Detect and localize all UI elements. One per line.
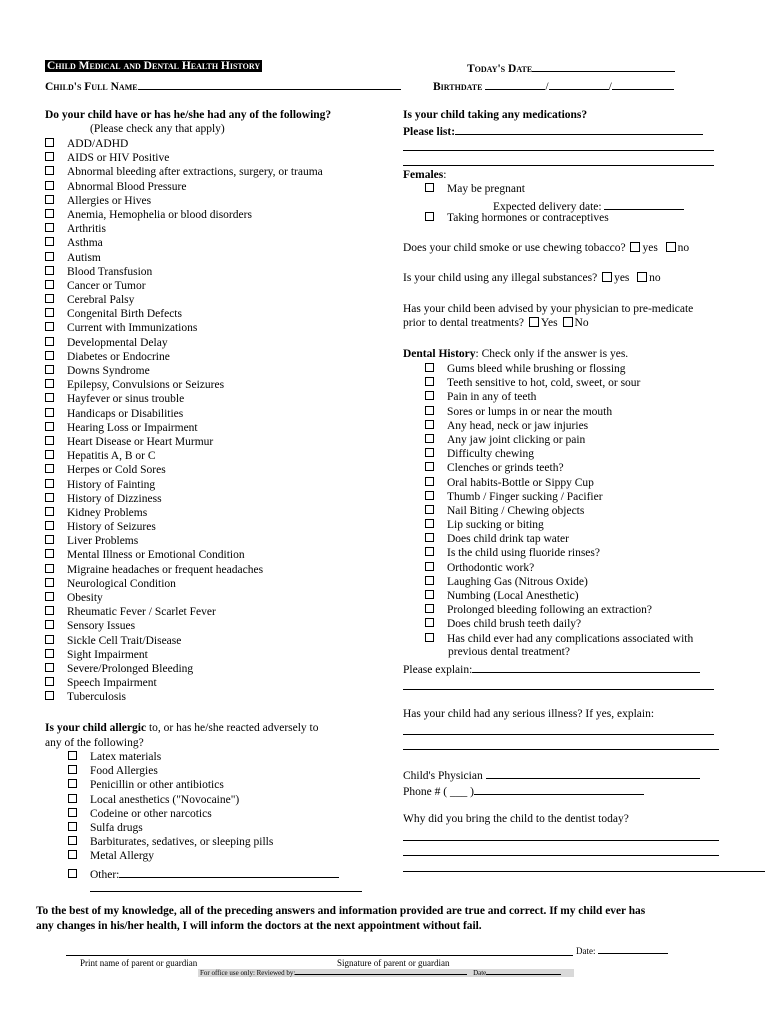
checkbox[interactable] [425, 477, 434, 486]
checklist-item-label: Sores or lumps in or near the mouth [447, 405, 613, 418]
checklist-item-label: Hearing Loss or Impairment [67, 421, 198, 434]
checklist-item [45, 648, 323, 662]
checkbox[interactable] [45, 422, 54, 431]
attestation-line2: any changes in his/her health, I will inform the doctors at the next appointment without fail. [36, 920, 482, 932]
checklist-item [45, 321, 323, 335]
checklist-item [45, 548, 323, 562]
checklist-item-label: Allergies or Hives [67, 194, 152, 207]
checklist-item [68, 750, 273, 764]
checklist-item-label: Liver Problems [67, 535, 139, 548]
checkbox[interactable] [45, 535, 54, 544]
dental-explain-line2[interactable] [403, 689, 714, 690]
checkbox[interactable] [45, 393, 54, 402]
birthdate-month-input[interactable] [485, 78, 545, 90]
checklist-item-label: Anemia, Hemophelia or blood disorders [67, 208, 252, 221]
checklist-item [45, 478, 323, 492]
checklist-item-label: Codeine or other narcotics [90, 807, 212, 820]
illness-line-1[interactable] [403, 734, 714, 735]
checklist-item [45, 208, 323, 222]
checkbox[interactable] [45, 521, 54, 530]
conditions-question: Do your child have or has he/she had any of the following? [45, 109, 332, 121]
checklist-item-label: Gums bleed while brushing or flossing [447, 363, 626, 375]
checkbox[interactable] [425, 420, 434, 429]
checkbox[interactable] [45, 138, 54, 147]
medications-line-3[interactable] [403, 165, 714, 166]
checkbox[interactable] [425, 434, 434, 443]
checklist-item-label: ADD/ADHD [67, 138, 129, 150]
dental-last-item-line2: previous dental treatment? [448, 646, 570, 658]
checklist-item [425, 532, 693, 546]
checklist-item-label: Neurological Condition [67, 577, 176, 590]
checklist-item-label: Sickle Cell Trait/Disease [67, 634, 182, 647]
checklist-item [45, 137, 323, 151]
checklist-item [68, 793, 273, 807]
checklist-item [68, 849, 273, 863]
checkbox[interactable] [45, 280, 54, 289]
checklist-item [425, 461, 693, 475]
checkbox[interactable] [425, 212, 434, 221]
checklist-item-label: Latex materials [90, 751, 162, 763]
checklist-item [45, 676, 323, 690]
checkbox[interactable] [45, 578, 54, 587]
checkbox[interactable] [45, 379, 54, 388]
checkbox[interactable] [45, 322, 54, 331]
signature-date-input[interactable] [598, 945, 668, 954]
checklist-item-label: Sensory Issues [67, 620, 136, 633]
illness-line-2[interactable] [403, 749, 719, 750]
checklist-item [425, 490, 693, 504]
checklist-item-label: Has child ever had any complications associated with [447, 632, 694, 645]
hormones-row: Taking hormones or contraceptives [425, 212, 609, 224]
checkbox[interactable] [68, 765, 77, 774]
checklist-item-label: Barbiturates, sedatives, or sleeping pills [90, 836, 274, 849]
checkbox[interactable] [68, 794, 77, 803]
premedicate-question: Has your child been advised by your physician to pre-medicate [403, 303, 694, 315]
checkbox[interactable] [425, 562, 434, 571]
signature-date-row: Date: [576, 945, 668, 956]
checklist-item-label: Rheumatic Fever / Scarlet Fever [67, 606, 216, 619]
checklist-item-label: Thumb / Finger sucking / Pacifier [447, 490, 603, 503]
checkbox[interactable] [45, 266, 54, 275]
phone-input[interactable] [474, 783, 644, 795]
checklist-item-label: Food Allergies [90, 765, 158, 778]
checklist-item-label: Nail Biting / Chewing objects [447, 504, 585, 517]
checklist-item-label: Congenital Birth Defects [67, 308, 182, 321]
childs-name-field: Child's Full Name [45, 78, 401, 93]
checklist-item [425, 617, 693, 631]
checklist-item [45, 605, 323, 619]
checkbox[interactable] [45, 549, 54, 558]
signature-line[interactable] [66, 955, 573, 956]
smoke-question: Does your child smoke or use chewing tobacco? yes no [403, 242, 690, 254]
checkbox[interactable] [45, 337, 54, 346]
checklist-item [45, 690, 323, 704]
illness-question: Has your child had any serious illness? If yes, explain: [403, 708, 655, 720]
checkbox[interactable] [425, 576, 434, 585]
checklist-item-label: Pain in any of teeth [447, 391, 537, 404]
form-title: Child Medical and Dental Health History [47, 60, 261, 72]
checkbox[interactable] [45, 620, 54, 629]
checkbox[interactable] [45, 507, 54, 516]
checklist-item [425, 518, 693, 532]
print-name-label: Print name of parent or guardian [80, 958, 198, 968]
checkbox[interactable] [68, 751, 77, 760]
office-date-input[interactable] [486, 968, 561, 975]
checkbox[interactable] [425, 491, 434, 500]
checkbox[interactable] [425, 377, 434, 386]
checklist-item [45, 421, 323, 435]
checklist-item [45, 619, 323, 633]
checklist-item-label: Prolonged bleeding following an extraction? [447, 604, 653, 617]
checklist-item [68, 807, 273, 821]
checkbox[interactable] [45, 649, 54, 658]
checklist-item [45, 392, 323, 406]
checklist-item [45, 435, 323, 449]
checklist-item [45, 591, 323, 605]
dental-history-heading: Dental History: Check only if the answer is yes. [403, 348, 629, 360]
checklist-item-label: Autism [67, 251, 101, 264]
checklist-item-label: Abnormal bleeding after extractions, surgery, or trauma [67, 166, 323, 179]
checklist-item [425, 504, 693, 518]
checklist-item-label: Speech Impairment [67, 677, 157, 690]
checklist-item-label: Migraine headaches or frequent headaches [67, 563, 264, 576]
checklist-item [45, 251, 323, 265]
checklist-item-label: Any head, neck or jaw injuries [447, 419, 589, 432]
checklist-item-label: Does child brush teeth daily? [447, 618, 582, 631]
checkbox[interactable] [45, 635, 54, 644]
checkbox[interactable] [425, 505, 434, 514]
checklist-item [425, 476, 693, 490]
todays-date-field: Today's Date [467, 60, 675, 75]
checklist-item [45, 492, 323, 506]
checklist-item [45, 151, 323, 165]
checkbox[interactable] [45, 436, 54, 445]
checklist-item [68, 821, 273, 835]
checklist-item [425, 561, 693, 575]
checklist-item [45, 534, 323, 548]
checklist-item-label: Abnormal Blood Pressure [67, 180, 187, 193]
signature-label: Signature of parent or guardian [337, 958, 450, 968]
childs-name-input[interactable] [138, 78, 401, 90]
checkbox[interactable] [45, 464, 54, 473]
checklist-item [425, 589, 693, 603]
checklist-item-label: History of Fainting [67, 478, 156, 491]
checklist-item-label: Any jaw joint clicking or pain [447, 433, 586, 446]
checklist-item [68, 764, 273, 778]
checklist-item-label: Current with Immunizations [67, 322, 198, 335]
checklist-item [45, 194, 323, 208]
attestation-line1: To the best of my knowledge, all of the preceding answers and information provided are true and correct. If my child ever has [36, 905, 646, 917]
dental-explain-row: Please explain: [403, 661, 700, 676]
delivery-date-row: Expected delivery date: [493, 198, 684, 213]
office-use-row: For office use only: Reviewed by: Date [200, 968, 561, 977]
checkbox[interactable] [425, 604, 434, 613]
checkbox[interactable] [68, 836, 77, 845]
reason-line-2[interactable] [403, 855, 719, 856]
checklist-item-label: Blood Transfusion [67, 265, 153, 278]
checklist-item-label: Does child drink tap water [447, 533, 569, 546]
checklist-item-label: Cancer or Tumor [67, 279, 146, 292]
checklist-item-label: Downs Syndrome [67, 365, 150, 377]
checkbox[interactable] [425, 590, 434, 599]
checklist-item-label: Penicillin or other antibiotics [90, 779, 224, 792]
checklist-item-label: Hepatitis A, B or C [67, 450, 156, 463]
checklist-item [45, 307, 323, 321]
checklist-item [45, 563, 323, 577]
checkbox[interactable] [68, 850, 77, 859]
checkbox[interactable] [45, 195, 54, 204]
reviewed-by-input[interactable] [295, 968, 467, 975]
checklist-item-label: Arthritis [67, 223, 106, 236]
smoke-no-checkbox[interactable] [666, 242, 676, 252]
checklist-item [45, 350, 323, 364]
premedicate-no-checkbox[interactable] [563, 317, 573, 327]
medications-line-2[interactable] [403, 150, 714, 151]
checklist-item-label: Obesity [67, 592, 103, 604]
checkbox[interactable] [45, 479, 54, 488]
checklist-item-label: Numbing (Local Anesthetic) [447, 590, 579, 602]
checklist-item-label: Tuberculosis [67, 691, 126, 704]
checkbox[interactable] [45, 592, 54, 601]
phone-row: Phone # ( ___ ) [403, 783, 644, 798]
checkbox[interactable] [45, 152, 54, 161]
checklist-item-label: Cerebral Palsy [67, 294, 135, 307]
checklist-item-label: Kidney Problems [67, 506, 148, 519]
checklist-item [425, 419, 693, 433]
checklist-item-label: Clenches or grinds teeth? [447, 462, 564, 475]
substances-question: Is your child using any illegal substances? yes no [403, 272, 661, 284]
checklist-item-label: Local anesthetics ("Novocaine") [90, 793, 240, 806]
allergy-other-row: Other: [68, 866, 339, 881]
checkbox[interactable] [425, 547, 434, 556]
checklist-item [425, 575, 693, 589]
checklist-item [425, 376, 693, 390]
premedicate-question-line2: prior to dental treatments? Yes No [403, 317, 589, 329]
checklist-item [425, 405, 693, 419]
birthdate-field: Birthdate / / [433, 78, 674, 93]
checklist-item-label: Oral habits-Bottle or Sippy Cup [447, 476, 594, 489]
checkbox[interactable] [45, 181, 54, 190]
checkbox[interactable] [45, 308, 54, 317]
checklist-item-label: Mental Illness or Emotional Condition [67, 549, 245, 562]
allergies-list [68, 750, 273, 864]
checkbox[interactable] [45, 408, 54, 417]
premedicate-yes-checkbox[interactable] [529, 317, 539, 327]
checkbox[interactable] [425, 406, 434, 415]
checklist-item-label: Asthma [67, 237, 103, 250]
smoke-yes-checkbox[interactable] [630, 242, 640, 252]
reason-line-3[interactable] [403, 871, 765, 872]
checklist-item-label: Is the child using fluoride rinses? [447, 547, 600, 560]
checkbox[interactable] [68, 808, 77, 817]
checklist-item [45, 165, 323, 179]
checklist-item-label: Diabetes or Endocrine [67, 350, 170, 363]
physician-row: Child's Physician [403, 767, 700, 782]
checkbox[interactable] [45, 294, 54, 303]
allergies-question-line2: any of the following? [45, 737, 144, 749]
checklist-item [68, 778, 273, 792]
checklist-item [45, 293, 323, 307]
checklist-item-label: Difficulty chewing [447, 448, 534, 461]
checklist-item [45, 279, 323, 293]
checklist-item [45, 463, 323, 477]
checklist-item [45, 265, 323, 279]
checkbox[interactable] [45, 365, 54, 374]
checkbox[interactable] [45, 237, 54, 246]
checklist-item [45, 222, 323, 236]
checkbox[interactable] [45, 209, 54, 218]
checklist-item-label: Developmental Delay [67, 336, 168, 349]
checklist-item [45, 378, 323, 392]
checkbox[interactable] [425, 391, 434, 400]
checkbox[interactable] [425, 618, 434, 627]
checkbox[interactable] [45, 493, 54, 502]
checkbox[interactable] [68, 779, 77, 788]
checkbox[interactable] [425, 462, 434, 471]
birthdate-day-input[interactable] [549, 78, 609, 90]
checklist-item [425, 603, 693, 617]
checkbox[interactable] [68, 822, 77, 831]
birthdate-year-input[interactable] [612, 78, 674, 90]
may-be-pregnant-row: May be pregnant [425, 183, 525, 195]
females-heading: Females: [403, 169, 447, 181]
checkbox[interactable] [45, 351, 54, 360]
allergy-other-input[interactable] [119, 866, 339, 878]
checklist-item-label: Teeth sensitive to hot, cold, sweet, or sour [447, 377, 641, 390]
checklist-item-label: Laughing Gas (Nitrous Oxide) [447, 575, 588, 588]
checkbox[interactable] [45, 663, 54, 672]
checkbox[interactable] [45, 691, 54, 700]
checkbox[interactable] [45, 166, 54, 175]
reason-line-1[interactable] [403, 840, 719, 841]
checklist-item [45, 407, 323, 421]
checklist-item [45, 520, 323, 534]
checklist-item [45, 336, 323, 350]
checklist-item [45, 236, 323, 250]
checkbox[interactable] [425, 363, 434, 372]
checklist-item [68, 835, 273, 849]
checklist-item-label: History of Seizures [67, 521, 156, 534]
checklist-item-label: Sight Impairment [67, 648, 148, 661]
physician-input[interactable] [486, 767, 700, 779]
checklist-item-label: Metal Allergy [90, 850, 154, 863]
checklist-item [425, 362, 693, 376]
checklist-item-label: Sulfa drugs [90, 821, 143, 834]
checklist-item-label: Lip sucking or biting [447, 519, 544, 532]
dental-history-list [425, 362, 693, 646]
checklist-item-label: History of Dizziness [67, 492, 162, 505]
conditions-list [45, 137, 323, 705]
checklist-item-label: Heart Disease or Heart Murmur [67, 435, 214, 448]
checklist-item [45, 662, 323, 676]
reason-question: Why did you bring the child to the dentist today? [403, 813, 629, 825]
medications-list-row: Please list: [403, 123, 703, 138]
checklist-item [45, 180, 323, 194]
checkbox[interactable] [425, 448, 434, 457]
substances-no-checkbox[interactable] [637, 272, 647, 282]
checklist-item-label: Orthodontic work? [447, 561, 535, 574]
checklist-item [45, 577, 323, 591]
checkbox[interactable] [45, 564, 54, 573]
checklist-item [425, 546, 693, 560]
allergies-question: Is your child allergic to, or has he/she reacted adversely to [45, 722, 319, 734]
checklist-item-label: Handicaps or Disabilities [67, 407, 184, 420]
checklist-item [45, 449, 323, 463]
medications-input[interactable] [455, 123, 703, 135]
delivery-date-input[interactable] [604, 198, 684, 210]
checklist-item-label: Epilepsy, Convulsions or Seizures [67, 379, 225, 392]
checkbox[interactable] [425, 533, 434, 542]
checklist-item [425, 433, 693, 447]
conditions-instruction: (Please check any that apply) [90, 123, 225, 135]
checkbox[interactable] [45, 450, 54, 459]
checklist-item-label: AIDS or HIV Positive [67, 152, 170, 165]
checklist-item-label: Herpes or Cold Sores [67, 464, 166, 477]
checklist-item [425, 632, 693, 646]
checkbox[interactable] [45, 677, 54, 686]
checkbox[interactable] [425, 183, 434, 192]
checklist-item [45, 634, 323, 648]
checkbox[interactable] [425, 633, 434, 642]
checklist-item-label: Severe/Prolonged Bleeding [67, 662, 194, 675]
checkbox[interactable] [425, 519, 434, 528]
checklist-item [45, 506, 323, 520]
checkbox[interactable] [45, 606, 54, 615]
checkbox[interactable] [45, 223, 54, 232]
medications-question: Is your child taking any medications? [403, 109, 588, 121]
checkbox[interactable] [68, 869, 77, 878]
checklist-item [425, 447, 693, 461]
checkbox[interactable] [45, 252, 54, 261]
substances-yes-checkbox[interactable] [602, 272, 612, 282]
todays-date-input[interactable] [532, 60, 675, 72]
allergy-other-line2[interactable] [90, 891, 362, 892]
dental-explain-input[interactable] [472, 661, 700, 673]
checklist-item [425, 390, 693, 404]
checklist-item [45, 364, 323, 378]
checklist-item-label: Hayfever or sinus trouble [67, 393, 185, 406]
